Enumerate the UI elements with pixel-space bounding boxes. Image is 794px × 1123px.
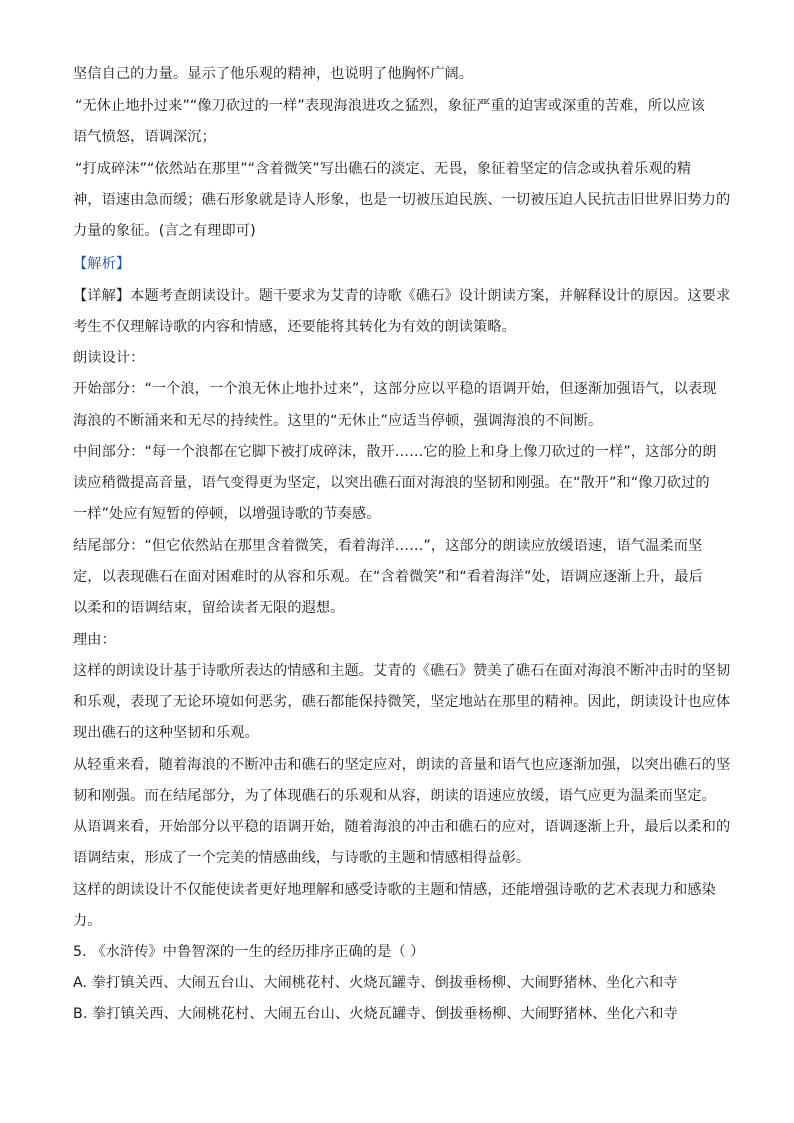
analysis-line-13: 这样的朗读设计基于诗歌所表达的情感和主题。艾青的《礁石》赞美了礁石在面对海浪不断冲击时的坚韧 — [73, 663, 731, 679]
answer-line-4: “打成碎沫”“依然站在那里”“含着微笑”写出礁石的淡定、无畏，象征着坚定的信念或执着乐观的精 — [75, 161, 692, 177]
question-5-option-b: B. 拳打镇关西、大闹桃花村、大闹五台山、火烧瓦罐寺、倒拔垂杨柳、大闹野猪林、坐化六和寺 — [73, 1006, 678, 1022]
analysis-line-14: 和乐观，表现了无论环境如何恶劣，礁石都能保持微笑，坚定地站在那里的精神。因此，朗读设计也应体 — [73, 694, 731, 710]
analysis-line-2: 考生不仅理解诗歌的内容和情感，还要能将其转化为有效的朗读策略。 — [73, 319, 516, 335]
analysis-line-17: 韧和刚强。而在结尾部分，为了体现礁石的乐观和从容，朗读的语速应放缓，语气应更为温柔而坚定。 — [73, 788, 716, 804]
analysis-line-1: 【详解】本题考查朗读设计。题干要求为艾青的诗歌《礁石》设计朗读方案，并解释设计的原因。这要求 — [73, 288, 731, 304]
analysis-line-19: 语调结束，形成了一个完美的情感曲线，与诗歌的主题和情感相得益彰。 — [73, 850, 531, 866]
analysis-line-6: 中间部分：“每一个浪都在它脚下被打成碎沫，散开……它的脸上和身上像刀砍过的一样”，这部分的朗 — [73, 444, 717, 460]
answer-line-3: 语气愤怒，语调深沉； — [73, 129, 216, 145]
analysis-line-4: 开始部分：“一个浪，一个浪无休止地扑过来”，这部分应以平稳的语调开始，但逐渐加强语气，以表现 — [73, 381, 717, 397]
analysis-line-15: 现出礁石的这种坚韧和乐观。 — [73, 725, 259, 741]
analysis-line-12: 理由： — [73, 632, 116, 648]
question-5-stem: 5. 《水浒传》中鲁智深的一生的经历排序正确的是（ ） — [73, 944, 425, 960]
analysis-line-16: 从轻重来看，随着海浪的不断冲击和礁石的坚定应对，朗读的音量和语气也应逐渐加强，以突出礁石的坚 — [73, 757, 731, 773]
answer-line-2: “无休止地扑过来”“像刀砍过的一样”表现海浪进攻之猛烈，象征严重的迫害或深重的苦难，所以应该 — [75, 98, 705, 114]
answer-line-6: 力量的象征。(言之有理即可) — [73, 223, 256, 239]
analysis-line-21: 力。 — [73, 913, 102, 929]
analysis-line-9: 结尾部分：“但它依然站在那里含着微笑，看着海洋……”，这部分的朗读应放缓语速，语气温柔而坚 — [73, 538, 703, 554]
analysis-line-11: 以柔和的语调结束，留给读者无限的遐想。 — [73, 600, 345, 616]
analysis-line-3: 朗读设计： — [73, 350, 145, 366]
analysis-line-10: 定，以表现礁石在面对困难时的从容和乐观。在“含着微笑”和“看着海洋”处，语调应逐渐上升，最后 — [73, 569, 703, 585]
analysis-line-18: 从语调来看，开始部分以平稳的语调开始，随着海浪的冲击和礁石的应对，语调逐渐上升，最后以柔和的 — [73, 819, 731, 835]
analysis-line-7: 读应稍微提高音量，语气变得更为坚定，以突出礁石面对海浪的坚韧和刚强。在“散开”和“像刀砍过的 — [73, 475, 710, 491]
analysis-line-8: 一样”处应有短暂的停顿，以增强诗歌的节奏感。 — [73, 506, 381, 522]
analysis-line-20: 这样的朗读设计不仅能使读者更好地理解和感受诗歌的主题和情感，还能增强诗歌的艺术表现力和感染 — [73, 882, 716, 898]
answer-line-5: 神，语速由急而缓；礁石形象就是诗人形象，也是一切被压迫民族、一切被压迫人民抗击旧世界旧势力的 — [73, 192, 731, 208]
answer-line-1: 坚信自己的力量。显示了他乐观的精神，也说明了他胸怀广阔。 — [73, 66, 474, 82]
analysis-line-5: 海浪的不断涌来和无尽的持续性。这里的“无休止”应适当停顿，强调海浪的不间断。 — [73, 413, 603, 429]
question-5-option-a: A. 拳打镇关西、大闹五台山、大闹桃花村、火烧瓦罐寺、倒拔垂杨柳、大闹野猪林、坐化六和寺 — [73, 975, 678, 991]
analysis-heading: 【解析】 — [73, 256, 131, 272]
